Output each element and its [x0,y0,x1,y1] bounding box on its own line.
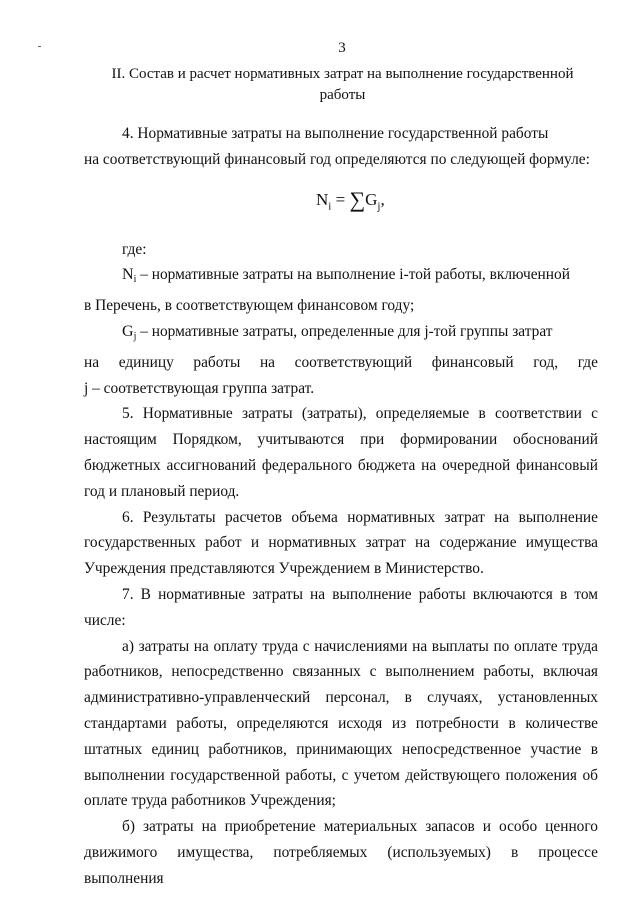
section-heading: II. Состав и расчет нормативных затрат на выполнение государственной работы [111,66,574,103]
definition-g-line1 [84,319,598,350]
formula-eq: = [335,189,346,209]
def-g-text: – нормативные затраты, определенные для j-той группы затрат [136,322,553,340]
paragraph-7: 7. В нормативные затраты на выполнение работы включаются в том числе: [84,585,598,629]
formula [84,173,598,237]
paragraph-4-line1: 4. Нормативные затраты на выполнение государственной работы [122,125,549,142]
definition-n-line2: в Перечень, в соответствующем финансовом году; [84,297,415,315]
formula-lhs: N [316,189,329,209]
item-b: б) затраты на приобретение материальных запасов и особо ценного движимого имущества, потребляемых (используемых) в процессе выполнения [84,818,598,887]
paragraph-5: 5. Нормативные затраты (затраты), определяемые в соответствии с настоящим Порядком, учитываются при формировании обоснований бюджетных ассигнований федерального бюджета на очередной финансовый год и плановый период. [84,405,598,500]
definition-n-line1 [84,262,598,293]
where-label: где: [122,240,147,258]
def-g-symbol: G [122,322,134,340]
word: работы [193,353,241,371]
item-a: а) затраты на оплату труда с начислениями на выплаты по оплате труда работников, непосредственно связанных с выполнением работы, включая административно-управленческий персонал, в случаях, установленных стандартами работы, определяются исходя из потребности в количестве штатных единиц работников, принимающих непосредственное участие в выполнении государственной работы, с учетом действующего положения об оплате труда работников Учреждения; [84,637,598,810]
word: на [84,353,100,371]
word: где [577,353,598,371]
word: финансовый [431,353,514,371]
formula-lhs-sub: i [328,199,332,212]
formula-rhs: G [365,189,378,209]
formula-rhs-sub: j [377,199,381,212]
def-n-text: – нормативные затраты на выполнение i-той работы, включенной [136,266,570,284]
sum-symbol: ∑ [349,186,366,212]
paragraph-6: 6. Результаты расчетов объема нормативных затрат на выполнение государственных работ и нормативных затрат на содержание имущества Учреждения представляются Учреждением в Министерство. [84,508,598,578]
document-body [84,121,598,892]
word: год, [533,353,559,371]
definition-g-line2 [84,350,598,376]
page-number: 3 [338,40,346,56]
def-n-sub: i [133,274,137,286]
definition-g-line3: j – соответствующая группа затрат. [84,379,315,397]
formula-tail: , [380,189,385,209]
def-n-symbol: N [122,266,134,284]
word: единицу [118,353,174,371]
paragraph-4-line2: на соответствующий финансовый год определяются по следующей формуле: [84,150,590,168]
word: на [259,353,276,371]
def-g-sub: j [133,330,137,342]
word: соответствующий [294,353,413,371]
